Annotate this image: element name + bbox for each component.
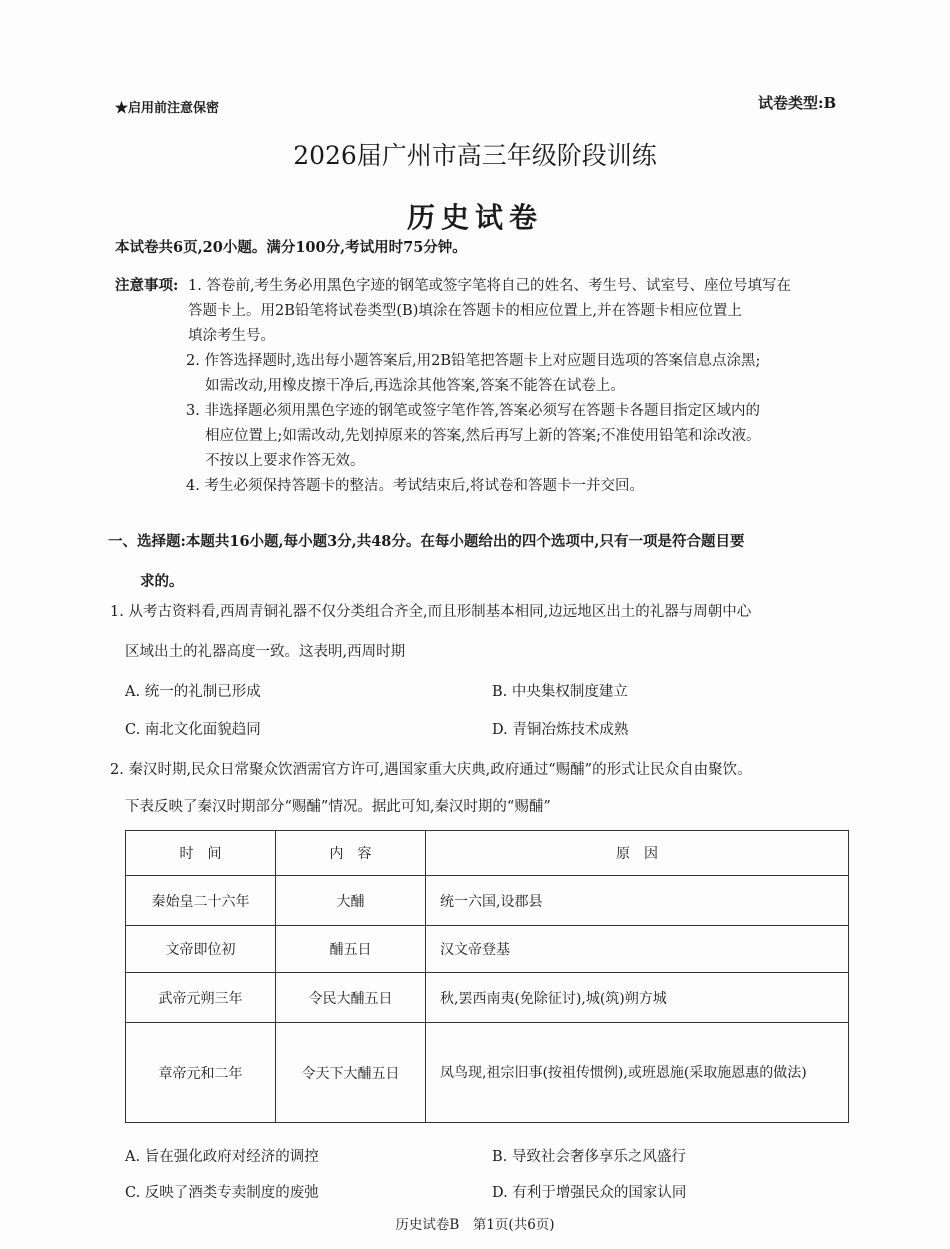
- table-header: 内 容: [276, 831, 426, 876]
- notes-label: 注意事项:: [115, 277, 179, 294]
- table-row: [126, 973, 849, 1023]
- table-row: [126, 926, 849, 973]
- paper-type: 试卷类型:B: [758, 94, 837, 112]
- q1-option-b: B. 中央集权制度建立: [492, 684, 628, 700]
- table-header: 原 因: [426, 831, 849, 876]
- note-line: 3. 非选择题必须用黑色字迹的钢笔或签字笔作答,答案必须写在答题卡各题目指定区域内的: [186, 403, 761, 419]
- note-line: 答题卡上。用2B铅笔将试卷类型(B)填涂在答题卡的相应位置上,并在答题卡相应位置上: [188, 303, 742, 319]
- cell-reason: 统一六国,设郡县: [426, 876, 849, 926]
- cell-content: 令民大酺五日: [276, 973, 426, 1023]
- q1-option-d: D. 青铜冶炼技术成熟: [492, 722, 629, 738]
- q1-stem-cont: 区域出土的礼器高度一致。这表明,西周时期: [125, 644, 406, 660]
- section-heading-cont: 求的。: [140, 573, 184, 590]
- cell-time: 秦始皇二十六年: [126, 876, 276, 926]
- sipu-table: [125, 830, 849, 1123]
- note-line: 不按以上要求作答无效。: [205, 453, 365, 469]
- cell-content: 酺五日: [276, 926, 426, 973]
- confidential-note: ★启用前注意保密: [115, 101, 220, 116]
- q2-stem-cont: 下表反映了秦汉时期部分“赐酺”情况。据此可知,秦汉时期的“赐酺”: [125, 799, 551, 815]
- section-heading: 一、选择题:本题共16小题,每小题3分,共48分。在每小题给出的四个选项中,只有一项是符合题目要: [108, 533, 745, 550]
- note-line: 如需改动,用橡皮擦干净后,再选涂其他答案,答案不能答在试卷上。: [205, 378, 625, 394]
- table-header: 时 间: [126, 831, 276, 876]
- q1-option-a: A. 统一的礼制已形成: [125, 684, 261, 700]
- q1-stem: 1. 从考古资料看,西周青铜礼器不仅分类组合齐全,而且形制基本相同,边远地区出土的礼器与周朝中心: [110, 604, 752, 620]
- cell-time: 武帝元朔三年: [126, 973, 276, 1023]
- q2-option-d: D. 有利于增强民众的国家认同: [492, 1185, 687, 1201]
- exam-title: 2026届广州市高三年级阶段训练: [293, 141, 657, 170]
- note-line: 4. 考生必须保持答题卡的整洁。考试结束后,将试卷和答题卡一并交回。: [186, 478, 645, 494]
- table-row: [126, 876, 849, 926]
- q2-option-c: C. 反映了酒类专卖制度的废弛: [125, 1185, 319, 1201]
- note-line: 2. 作答选择题时,选出每小题答案后,用2B铅笔把答题卡上对应题目选项的答案信息点涂黑;: [186, 353, 761, 369]
- cell-reason: 凤鸟现,祖宗旧事(按祖传惯例),或班恩施(采取施恩惠的做法): [426, 1023, 849, 1123]
- table-row: [126, 1023, 849, 1123]
- cell-time: 文帝即位初: [126, 926, 276, 973]
- cell-content: 令天下大酺五日: [276, 1023, 426, 1123]
- exam-info: 本试卷共6页,20小题。满分100分,考试用时75分钟。: [115, 239, 467, 256]
- note-line: 相应位置上;如需改动,先划掉原来的答案,然后再写上新的答案;不准使用铅笔和涂改液。: [205, 428, 761, 444]
- note-line: 填涂考生号。: [188, 328, 275, 344]
- q1-option-c: C. 南北文化面貌趋同: [125, 722, 261, 738]
- q2-stem: 2. 秦汉时期,民众日常聚众饮酒需官方许可,遇国家重大庆典,政府通过“赐酺”的形式让民众自由聚饮。: [110, 762, 752, 778]
- cell-reason: 秋,罢西南夷(免除征讨),城(筑)朔方城: [426, 973, 849, 1023]
- note-line: 1. 答卷前,考生务必用黑色字迹的钢笔或签字笔将自己的姓名、考生号、试室号、座位号填写在: [188, 278, 792, 294]
- cell-content: 大酺: [276, 876, 426, 926]
- q2-option-a: A. 旨在强化政府对经济的调控: [125, 1149, 319, 1165]
- cell-reason: 汉文帝登基: [426, 926, 849, 973]
- q2-option-b: B. 导致社会奢侈享乐之风盛行: [492, 1149, 686, 1165]
- cell-time: 章帝元和二年: [126, 1023, 276, 1123]
- exam-subject: 历史试卷: [406, 201, 543, 234]
- page-footer: 历史试卷B 第1页(共6页): [395, 1217, 555, 1233]
